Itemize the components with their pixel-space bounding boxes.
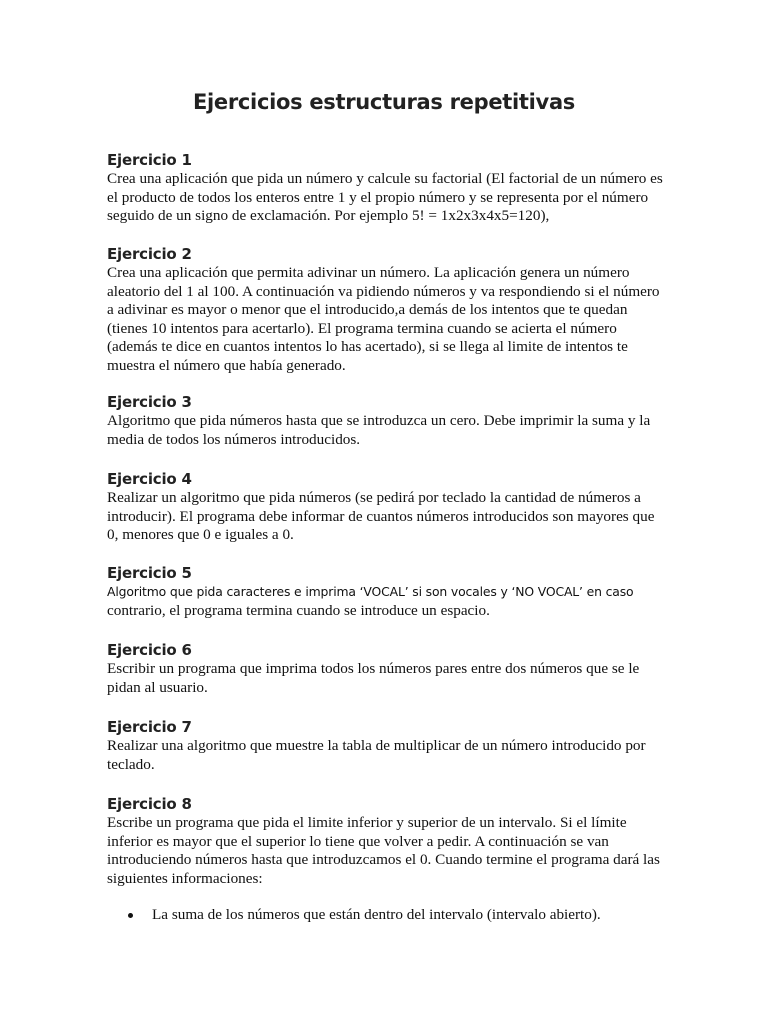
exercise-heading: Ejercicio 1	[107, 151, 192, 169]
text-line: Realizar un algoritmo que pida números (se pedirá por teclado la cantidad de números a	[107, 489, 641, 506]
exercise-text	[107, 583, 667, 620]
exercise-7	[107, 718, 667, 774]
bullet-list	[128, 906, 688, 925]
list-item	[128, 906, 688, 925]
list-item-text: La suma de los números que están dentro del intervalo (intervalo abierto).	[152, 906, 601, 923]
text-line: teclado.	[107, 755, 155, 773]
exercise-5	[107, 564, 667, 620]
text-line: (además te dice en cuantos intentos lo has acertado), si se llega al limite de intentos te	[107, 338, 628, 356]
exercise-text	[107, 737, 667, 774]
text-line: siguientes informaciones:	[107, 869, 263, 887]
exercise-3	[107, 393, 667, 449]
exercise-text	[107, 814, 667, 888]
exercise-1	[107, 151, 667, 226]
exercise-heading: Ejercicio 5	[107, 564, 192, 582]
text-line: seguido de un signo de exclamación. Por ejemplo 5! = 1x2x3x4x5=120),	[107, 207, 550, 225]
text-line: inferior es mayor que el superior lo tiene que volver a pedir. A continuación se van	[107, 832, 609, 850]
text-line: el producto de todos los enteros entre 1 y el propio número y se representa por el número	[107, 188, 649, 206]
text-line: Escribe un programa que pida el limite inferior y superior de un intervalo. Si el límite	[107, 814, 627, 831]
text-line: Escribir un programa que imprima todos los números pares entre dos números que se le	[107, 660, 640, 677]
text-line: Crea una aplicación que pida un número y calcule su factorial (El factorial de un número es	[107, 170, 663, 187]
exercise-heading: Ejercicio 8	[107, 795, 192, 813]
exercise-heading: Ejercicio 2	[107, 245, 192, 263]
exercise-heading: Ejercicio 6	[107, 641, 192, 659]
bullet-dot-icon	[128, 913, 133, 918]
exercise-text	[107, 489, 667, 545]
text-line: 0, menores que 0 e iguales a 0.	[107, 526, 294, 544]
exercise-heading: Ejercicio 3	[107, 393, 192, 411]
text-line: contrario, el programa termina cuando se introduce un espacio.	[107, 601, 490, 619]
exercise-heading: Ejercicio 7	[107, 718, 192, 736]
exercise-4	[107, 470, 667, 545]
text-line: introducir). El programa debe informar de cuantos números introducidos son mayores que	[107, 507, 655, 525]
text-line: Crea una aplicación que permita adivinar un número. La aplicación genera un número	[107, 264, 630, 281]
text-line: media de todos los números introducidos.	[107, 430, 361, 448]
exercise-text	[107, 660, 667, 697]
exercise-text	[107, 264, 667, 376]
text-line: a adivinar es mayor o menor que el introducido,a demás de los intentos que te quedan	[107, 301, 628, 319]
text-line: Algoritmo que pida números hasta que se introduzca un cero. Debe imprimir la suma y la	[107, 412, 651, 429]
text-line: pidan al usuario.	[107, 678, 208, 696]
text-line: (tienes 10 intentos para acertarlo). El programa termina cuando se acierta el número	[107, 319, 617, 337]
exercise-text	[107, 412, 667, 449]
exercise-8	[107, 795, 667, 888]
text-line: muestra el número que había generado.	[107, 356, 346, 374]
exercise-text	[107, 170, 667, 226]
text-line: introduciendo números hasta que introduzcamos el 0. Cuando termine el programa dará las	[107, 851, 660, 869]
page-title: Ejercicios estructuras repetitivas	[192, 90, 576, 114]
text-line: Algoritmo que pida caracteres e imprima ‘VOCAL’ si son vocales y ‘NO VOCAL’ en caso	[107, 584, 634, 599]
text-line: Realizar una algoritmo que muestre la tabla de multiplicar de un número introducido por	[107, 737, 646, 754]
exercise-heading: Ejercicio 4	[107, 470, 192, 488]
exercise-6	[107, 641, 667, 697]
exercise-2	[107, 245, 667, 376]
text-line: aleatorio del 1 al 100. A continuación va pidiendo números y va respondiendo si el número	[107, 282, 660, 300]
